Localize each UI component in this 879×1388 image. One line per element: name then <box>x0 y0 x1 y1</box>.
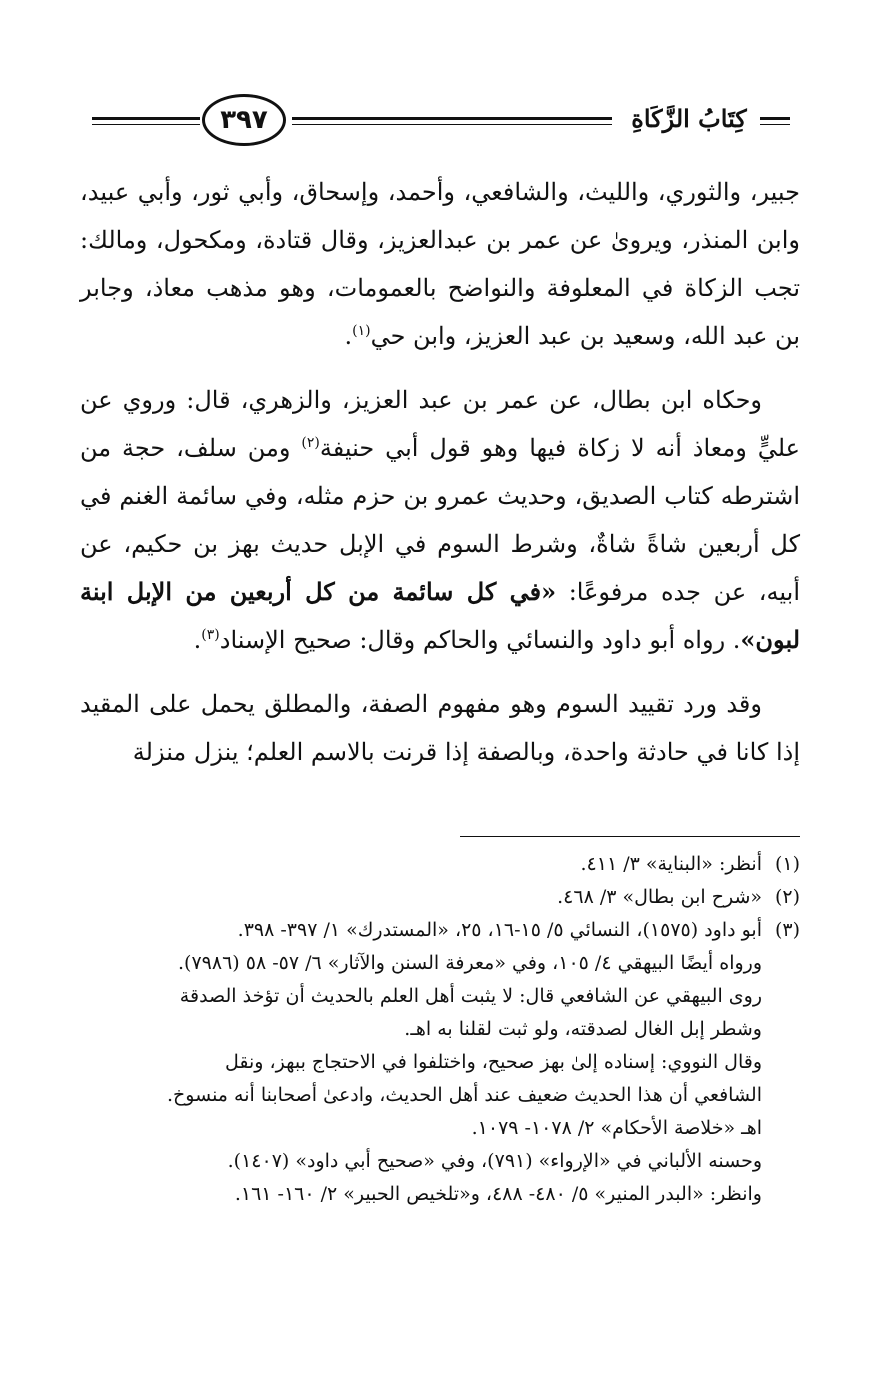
header-rule-right-thin <box>760 124 790 125</box>
footnote-line: وانظر: «البدر المنير» ٥/ ٤٨٠- ٤٨٨، و«تلخيص الحبير» ٢/ ١٦٠- ١٦١. <box>234 1183 762 1205</box>
footnote-line: ورواه أيضًا البيهقي ٤/ ١٠٥، وفي «معرفة السنن والآثار» ٦/ ٥٧- ٥٨ (٧٩٨٦). <box>178 952 762 974</box>
footnote-2 <box>80 881 800 914</box>
footnote-3 <box>80 914 800 1211</box>
paragraph-3 <box>80 680 800 776</box>
footnote-line: وحسنه الألباني في «الإرواء» (٧٩١)، وفي «صحيح أبي داود» (١٤٠٧). <box>227 1150 762 1172</box>
footnote-ref-2: (٢) <box>301 435 320 451</box>
footnote-line: اهـ «خلاصة الأحكام» ٢/ ١٠٧٨- ١٠٧٩. <box>471 1117 762 1139</box>
header-rule-middle <box>292 117 612 120</box>
footnote-ref-1: (١) <box>352 323 371 339</box>
page-number: ٣٩٧ <box>220 105 268 135</box>
header-rule-middle-thin <box>292 124 612 125</box>
paragraph-3-text: وقد ورد تقييد السوم وهو مفهوم الصفة، والمطلق يحمل على المقيد إذا كانا في حادثة واحدة، وبالصفة إذا قرنت بالاسم العلم؛ ينزل منزلة <box>80 690 800 766</box>
paragraph-1-text: جبير، والثوري، والليث، والشافعي، وأحمد، وإسحاق، وأبي ثور، وأبي عبيد، وابن المنذر، ويرویٰ عن عمر بن عبدالعزيز، وقال قتادة، ومكحول، ومالك: تجب الزكاة في المعلوفة والنواضح بالعمومات، وهو مذهب معاذ، وجابر بن عبد الله، وسعيد بن عبد العزيز، وابن حي <box>80 178 800 350</box>
paragraph-1: جبير، والثوري، والليث، والشافعي، وأحمد، وإسحاق، وأبي ثور، وأبي عبيد، وابن المنذر، ويرویٰ عن عمر بن عبدالعزيز، وقال قتادة، ومكحول، ومالك: تجب الزكاة في المعلوفة والنواضح بالعمومات، وهو مذهب معاذ، وجابر بن عبد الله، وسعيد بن عبد العزيز، وابن حي$^{(١)}$. <box>80 178 800 350</box>
footnote-line: أبو داود (١٥٧٥)، النسائي ٥/ ١٥-١٦، ٢٥، «المستدرك» ١/ ٣٩٧- ٣٩٨. <box>237 919 762 941</box>
footnote-line: أنظر: «البناية» ٣/ ٤١١. <box>580 853 762 875</box>
header-rule-left <box>92 117 200 120</box>
running-title: كِتَابُ الزَّكَاةِ <box>631 104 747 133</box>
footnotes <box>80 848 800 1211</box>
paragraph-2-text-a: وحكاه ابن بطال، عن عمر بن عبد العزيز، والزهري، قال: وروي عن عليٍّ ومعاذ أنه لا زكاة فيها وهو قول أبي حنيفة <box>80 386 801 462</box>
footnote-line: روى البيهقي عن الشافعي قال: لا يثبت أهل العلم بالحديث أن تؤخذ الصدقة <box>179 985 762 1007</box>
footnote-1 <box>80 848 800 881</box>
footnote-line: الشافعي أن هذا الحديث ضعيف عند أهل الحديث، وادعىٰ أصحابنا أنه منسوخ. <box>167 1084 762 1106</box>
footnote-marker: (٣) <box>774 919 800 941</box>
page-header <box>80 84 800 154</box>
header-rule-left-thin <box>92 124 200 125</box>
header-rule-right <box>760 117 790 120</box>
paragraph-2: وحكاه ابن بطال، عن عمر بن عبد العزيز، والزهري، قال: وروي عن عليٍّ ومعاذ أنه لا زكاة فيها وهو قول أبي حنيفة$^{(٢)}$ ومن سلف، حجة من اشترطه كتاب الصديق، وحديث عمرو بن حزم مثله، وفي سائمة الغنم في كل أربعين شاةً شاةٌ، وشرط السوم في الإبل حديث بهز بن حكيم، عن أبيه، عن جده مرفوعًا: «في كل سائمة من كل أربعين من الإبل ابنة لبون». رواه أبو داود والنسائي والحاكم وقال: صحيح الإسناد$^{(٣)}$. <box>80 386 801 654</box>
hadith-quote: «في كل سائمة من كل أربعين من الإبل ابنة لبون» <box>80 577 800 654</box>
paragraph-2-text-c: . رواه أبو داود والنسائي والحاكم وقال: صحيح الإسناد <box>219 626 741 654</box>
footnote-separator <box>460 836 800 837</box>
footnote-line: «شرح ابن بطال» ٣/ ٤٦٨. <box>557 886 762 908</box>
footnote-marker: (١) <box>774 853 800 875</box>
footnote-ref-3: (٣) <box>201 627 220 643</box>
footnote-line: وشطر إبل الغال لصدقته، ولو ثبت لقلنا به اهـ. <box>404 1018 762 1040</box>
footnote-line: وقال النووي: إسناده إلىٰ بهز صحيح، واختلفوا في الاحتجاج ببهز، ونقل <box>224 1051 762 1073</box>
footnote-marker: (٢) <box>774 886 800 908</box>
paragraph-2-text-b: ومن سلف، حجة من اشترطه كتاب الصديق، وحديث عمرو بن حزم مثله، وفي سائمة الغنم في كل أربعين شاةً شاةٌ، وشرط السوم في الإبل حديث بهز بن حكيم، عن أبيه، عن جده مرفوعًا: <box>80 434 800 606</box>
main-text <box>80 168 800 792</box>
page-number-badge <box>202 94 286 146</box>
